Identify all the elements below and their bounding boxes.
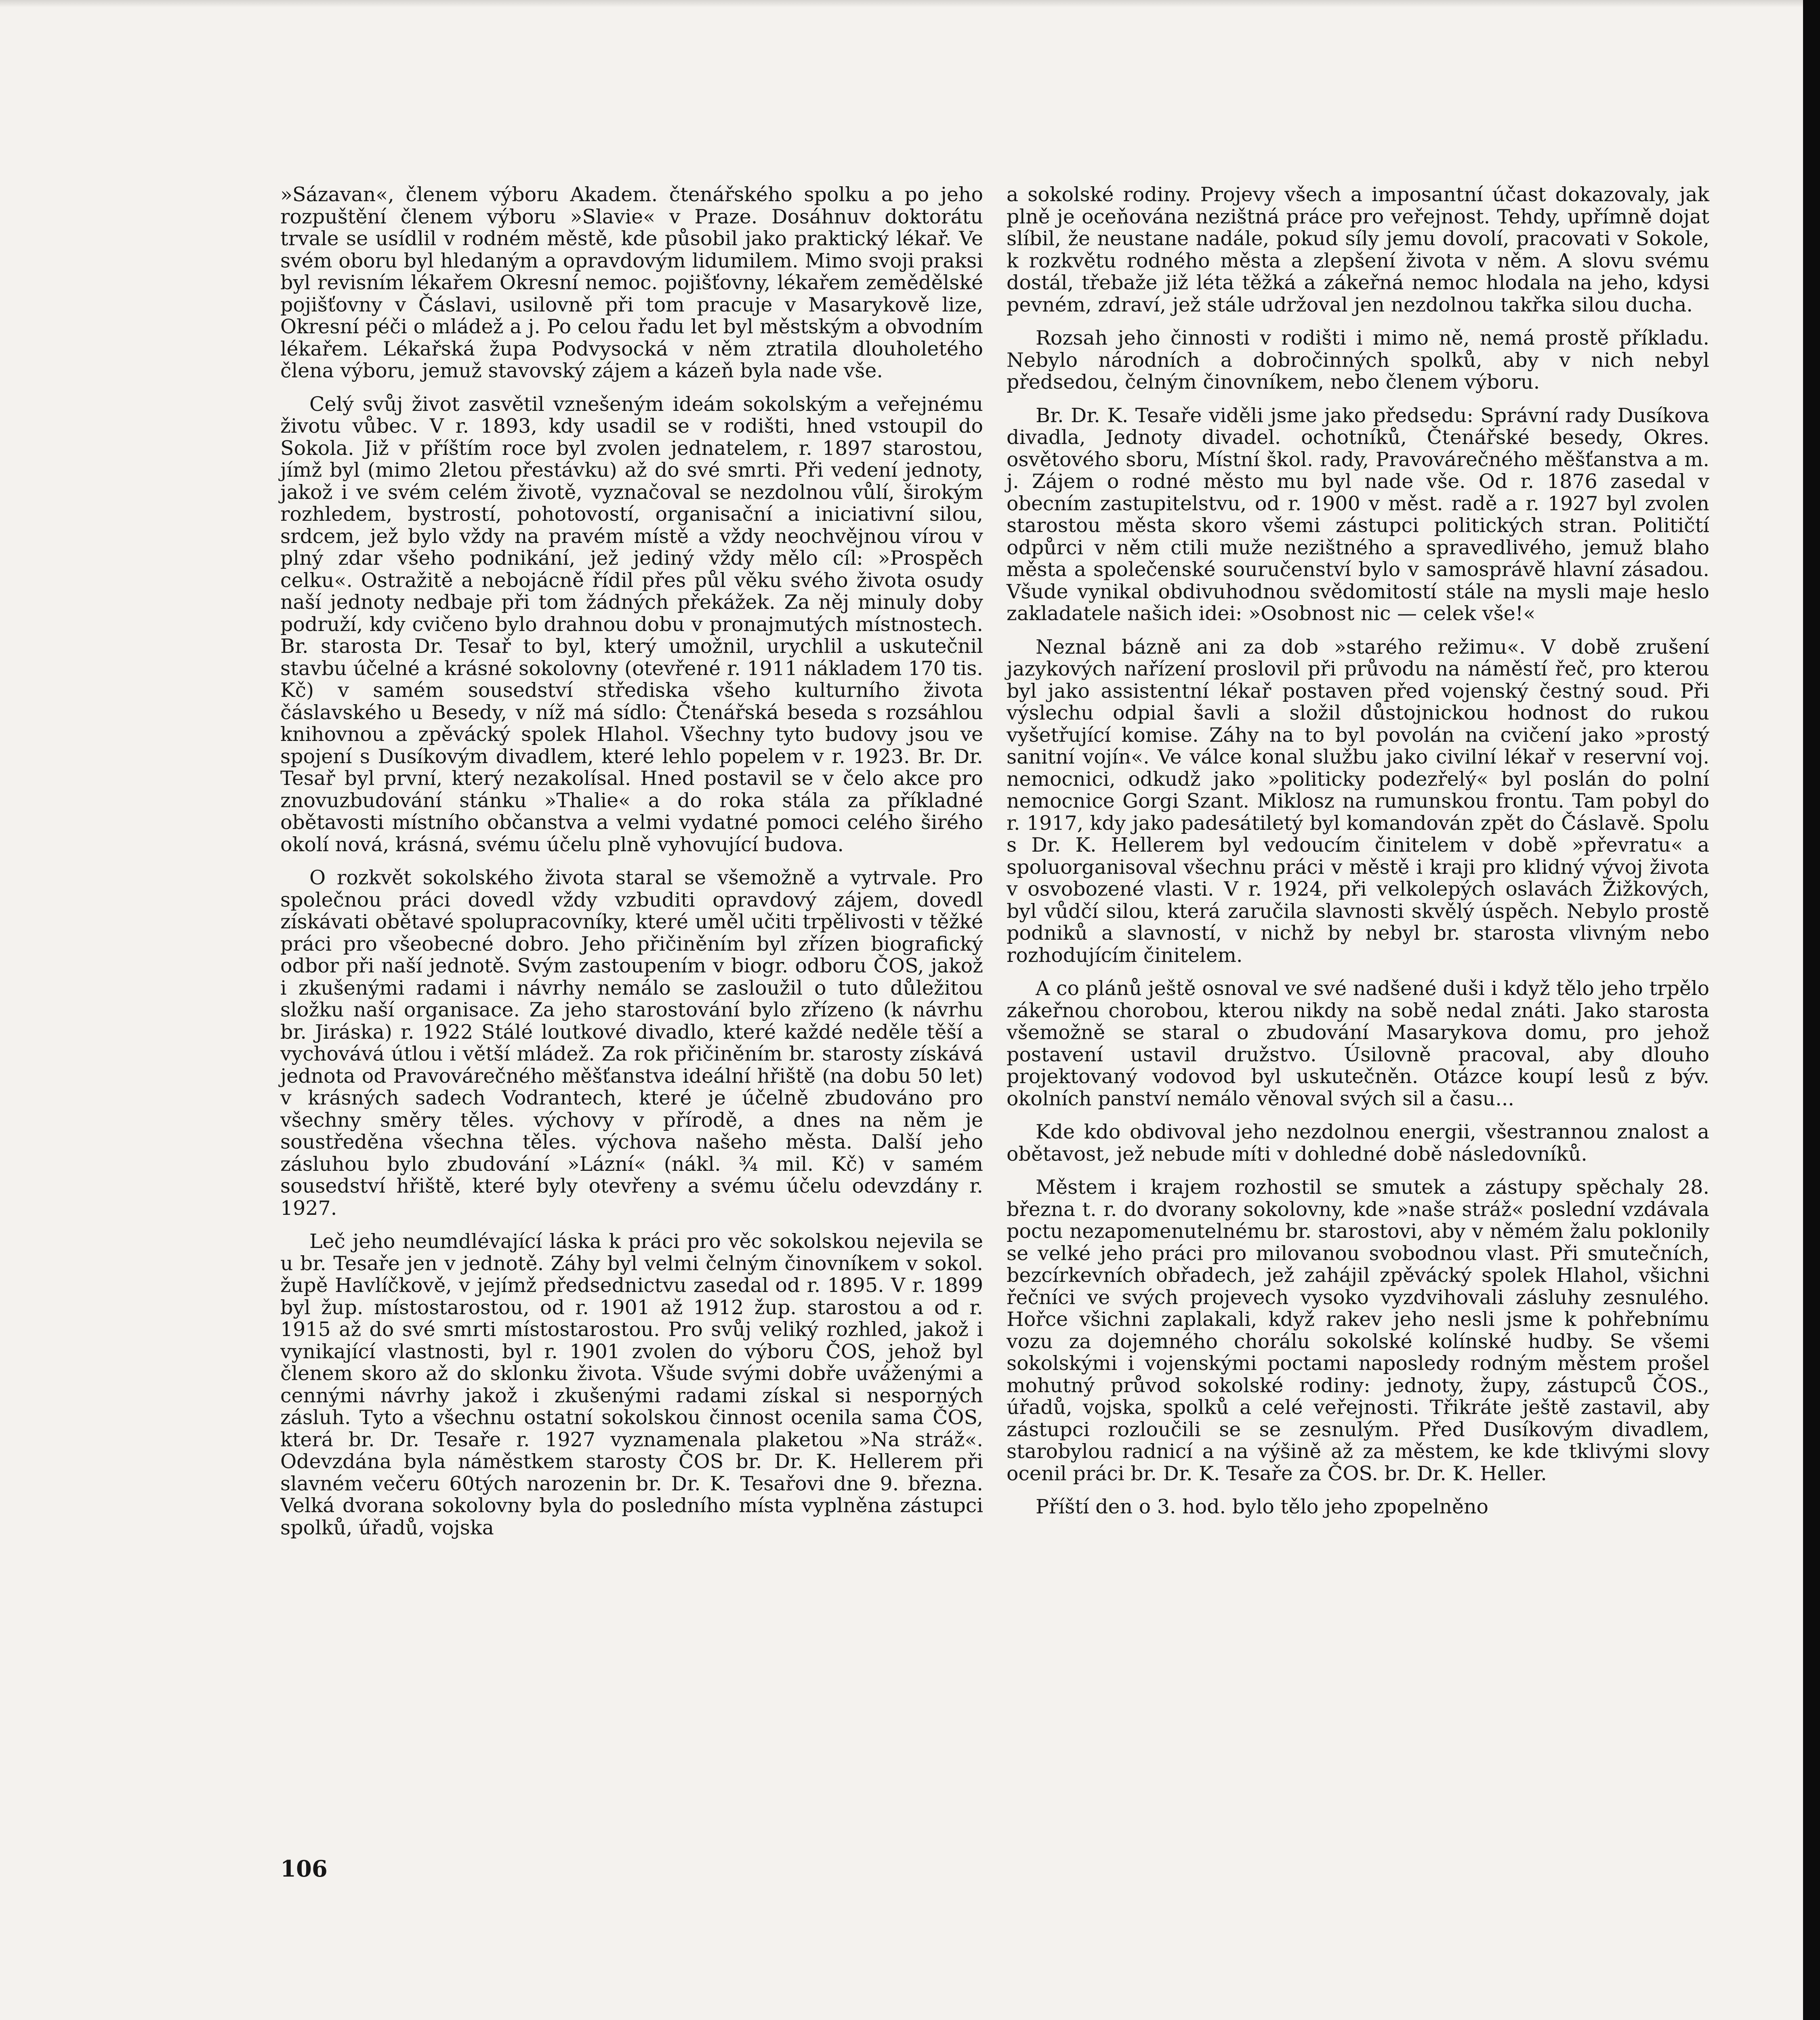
paragraph: Městem i krajem rozhostil se smutek a zástupy spěchaly 28. března t. r. do dvorany sokolovny, kde »naše stráž« poslední vzdávala poctu nezapomenutelnému br. starostovi, aby v němém žalu poklonily se velké jeho práci pro milovanou svobodnou vlast. Při smutečních, bezcírkevních obřadech, jež zahájil zpěvácký spolek Hlahol, všichni řečníci ve svých projevech vysoko vyzdvihovali zásluhy zesnulého. Hořce všichni zaplakali, když rakev jeho nesli jsme k pohřebnímu vozu za dojemného chorálu sokolské kolínské hudby. Se všemi sokolskými i vojenskými poctami naposledy rodným městem prošel mohutný průvod sokolské rodiny: jednoty, župy, zástupců ČOS., úřadů, vojska, spolků a celé veřejnosti. Třikráte ještě zastavil, aby zástupci rozloučili se se zesnulým. Před Dusíkovým divadlem, starobylou radnicí a na výšině až za městem, ke kde tklivými slovy ocenil práci br. Dr. K. Tesaře za ČOS. br. Dr. K. Heller. [1007,1176,1709,1485]
paragraph: Rozsah jeho činnosti v rodišti i mimo ně, nemá prostě příkladu. Nebylo národních a dobročinných spolků, aby v nich nebyl předsedou, čelným činovníkem, nebo členem výboru. [1007,326,1709,393]
paragraph: »Sázavan«, členem výboru Akadem. čtenářského spolku a po jeho rozpuštění členem výboru »Slavie« v Praze. Dosáhnuv doktorátu trvale se usídlil v rodném městě, kde působil jako praktický lékař. Ve svém oboru byl hledaným a opravdovým lidumilem. Mimo svoji praksi byl revisním lékařem Okresní nemoc. pojišťovny, lékařem zemědělské pojišťovny v Čáslavi, usilovně při tom pracuje v Masarykově lize, Okresní péči o mládež a j. Po celou řadu let byl městským a obvodním lékařem. Lékařská župa Podvysocká v něm ztratila dlouholetého člena výboru, jemuž stavovský zájem a kázeň byla nade vše. [280,183,983,382]
left-column [280,184,983,1550]
paragraph: O rozkvět sokolského života staral se všemožně a vytrvale. Pro společnou práci dovedl vždy vzbuditi opravdový zájem, dovedl získávati obětavé spolupracovníky, které uměl učiti trpělivosti v těžké práci pro všeobecné dobro. Jeho přičiněním byl zřízen biografický odbor při naší jednotě. Svým zastoupením v biogr. odboru ČOS, jakož i zkušenými radami i návrhy nemálo se zasloužil o tuto důležitou složku naší organisace. Za jeho starostování bylo zřízeno (k návrhu br. Jiráska) r. 1922 Stálé loutkové divadlo, které každé neděle těší a vychovává útlou i větší mládež. Za rok přičiněním br. starosty získává jednota od Pravovárečného měšťanstva ideální hřiště (na dobu 50 let) v krásných sadech Vodrantech, které je účelně zbudováno pro všechny směry těles. výchovy v přírodě, a dnes na něm je soustředěna všechna těles. výchova našeho města. Další jeho zásluhou bylo zbudování »Lázní« (nákl. ¾ mil. Kč) v samém sousedství hřiště, které byly otevřeny a svému účelu odevzdány r. 1927. [280,866,983,1220]
paragraph: a sokolské rodiny. Projevy všech a imposantní účast dokazovaly, jak plně je oceňována nezištná práce pro veřejnost. Tehdy, upřímně dojat slíbil, že neustane nadále, pokud síly jemu dovolí, pracovati v Sokole, k rozkvětu rodného města a zlepšení života v něm. A slovu svému dostál, třebaže již léta těžká a zákeřná nemoc hlodala na jeho, kdysi pevném, zdraví, jež stále udržoval jen nezdolnou takřka silou ducha. [1007,183,1709,316]
paragraph: Kde kdo obdivoval jeho nezdolnou energii, všestrannou znalost a obětavost, jež nebude míti v dohledné době následovníků. [1007,1120,1709,1166]
page-number: 106 [280,1856,328,1882]
paragraph: Neznal bázně ani za dob »starého režimu«. V době zrušení jazykových nařízení proslovil při průvodu na náměstí řeč, pro kterou byl jako assistentní lékař postaven před vojenský čestný soud. Při výslechu odpial šavli a složil důstojnickou hodnost do rukou vyšetřující komise. Záhy na to byl povolán na cvičení jako »prostý sanitní vojín«. Ve válce konal službu jako civilní lékař v reservní voj. nemocnici, odkudž jako »politicky podezřelý« byl poslán do polní nemocnice Gorgi Szant. Miklosz na rumunskou frontu. Tam pobyl do r. 1917, kdy jako padesátiletý byl komandován zpět do Čáslavě. Spolu s Dr. K. Hellerem byl vedoucím činitelem v době »převratu« a spoluorganisoval všechnu práci v městě i kraji pro klidný vývoj života v osvobozené vlasti. V r. 1924, při velkolepých oslavách Žižkových, byl vůdčí silou, která zaručila slavnosti skvělý úspěch. Nebylo prostě podniků a slavností, v nichž by nebyl br. starosta vlivným nebo rozhodujícím činitelem. [1007,635,1709,967]
paragraph: Celý svůj život zasvětil vznešeným ideám sokolským a veřejnému životu vůbec. V r. 1893, kdy usadil se v rodišti, hned vstoupil do Sokola. Již v příštím roce byl zvolen jednatelem, r. 1897 starostou, jímž byl (mimo 2letou přestávku) až do své smrti. Při vedení jednoty, jakož i ve svém celém životě, vyznačoval se nezdolnou vůlí, širokým rozhledem, bystrostí, pohotovostí, organisační a iniciativní silou, srdcem, jež bylo vždy na pravém místě a vždy neochvějnou vírou v plný zdar všeho podnikání, jež jediný vždy mělo cíl: »Prospěch celku«. Ostražitě a nebojácně řídil přes půl věku svého života osudy naší jednoty nedbaje při tom žádných překážek. Za něj minuly doby podruží, kdy cvičeno bylo drahnou dobu v pronajmutých místnostech. Br. starosta Dr. Tesař to byl, který umožnil, urychlil a uskutečnil stavbu účelné a krásné sokolovny (otevřené r. 1911 nákladem 170 tis. Kč) v samém sousedství střediska všeho kulturního života čáslavského u Besedy, v níž má sídlo: Čtenářská beseda s rozsáhlou knihovnou a zpěvácký spolek Hlahol. Všechny tyto budovy jsou ve spojení s Dusíkovým divadlem, které lehlo popelem v r. 1923. Br. Dr. Tesař byl první, který nezakolísal. Hned postavil se v čelo akce pro znovuzbudování stánku »Thalie« a do roka stála za příkladné obětavosti místního občanstva a velmi vydatné pomoci celého širého okolí nová, krásná, svému účelu plně vyhovující budova. [280,392,983,856]
paragraph: A co plánů ještě osnoval ve své nadšené duši i když tělo jeho trpělo zákeřnou chorobou, kterou nikdy na sobě nedal znáti. Jako starosta všemožně se staral o zbudování Masarykova domu, pro jehož postavení ustavil družstvo. Úsilovně pracoval, aby dlouho projektovaný vodovod byl uskutečněn. Otázce koupí lesů z býv. okolních panství nemálo věnoval svých sil a času... [1007,977,1709,1110]
paragraph: Leč jeho neumdlévající láska k práci pro věc sokolskou nejevila se u br. Tesaře jen v jednotě. Záhy byl velmi čelným činovníkem v sokol. župě Havlíčkově, v jejímž předsednictvu zasedal od r. 1895. V r. 1899 byl žup. místostarostou, od r. 1901 až 1912 žup. starostou a od r. 1915 až do své smrti místostarostou. Pro svůj veliký rozhled, jakož i vynikající vlastnosti, byl r. 1901 zvolen do výboru ČOS, jehož byl členem skoro až do sklonku života. Všude svými dobře uváženými a cennými návrhy jakož i zkušenými radami získal si nesporných zásluh. Tyto a všechnu ostatní sokolskou činnost ocenila sama ČOS, která br. Dr. Tesaře r. 1927 vyznamenala plaketou »Na stráž«. Odevzdána byla náměstkem starosty ČOS br. Dr. K. Hellerem při slavném večeru 60tých narozenin br. Dr. K. Tesařovi dne 9. března. Velká dvorana sokolovny byla do posledního místa vyplněna zástupci spolků, úřadů, vojska [280,1230,983,1539]
paragraph: Br. Dr. K. Tesaře viděli jsme jako předsedu: Správní rady Dusíkova divadla, Jednoty divadel. ochotníků, Čtenářské besedy, Okres. osvětového sboru, Místní škol. rady, Pravovárečného měšťanstva a m. j. Zájem o rodné město mu byl nade vše. Od r. 1876 zasedal v obecním zastupitelstvu, od r. 1900 v měst. radě a r. 1927 byl zvolen starostou města skoro všemi zástupci politických stran. Političtí odpůrci v něm ctili muže nezištného a spravedlivého, jemuž blaho města a společenské souručenství bylo v samosprávě hlavní zásadou. Všude vynikal obdivuhodnou svědomitostí stále na mysli maje heslo zakladatele našich idei: »Osobnost nic — celek vše!« [1007,404,1709,625]
right-column [1007,184,1709,1530]
scan-edge-border [1803,0,1820,2020]
scan-top-shadow [0,0,1820,7]
paragraph: Příští den o 3. hod. bylo tělo jeho zpopelněno [1036,1495,1489,1518]
